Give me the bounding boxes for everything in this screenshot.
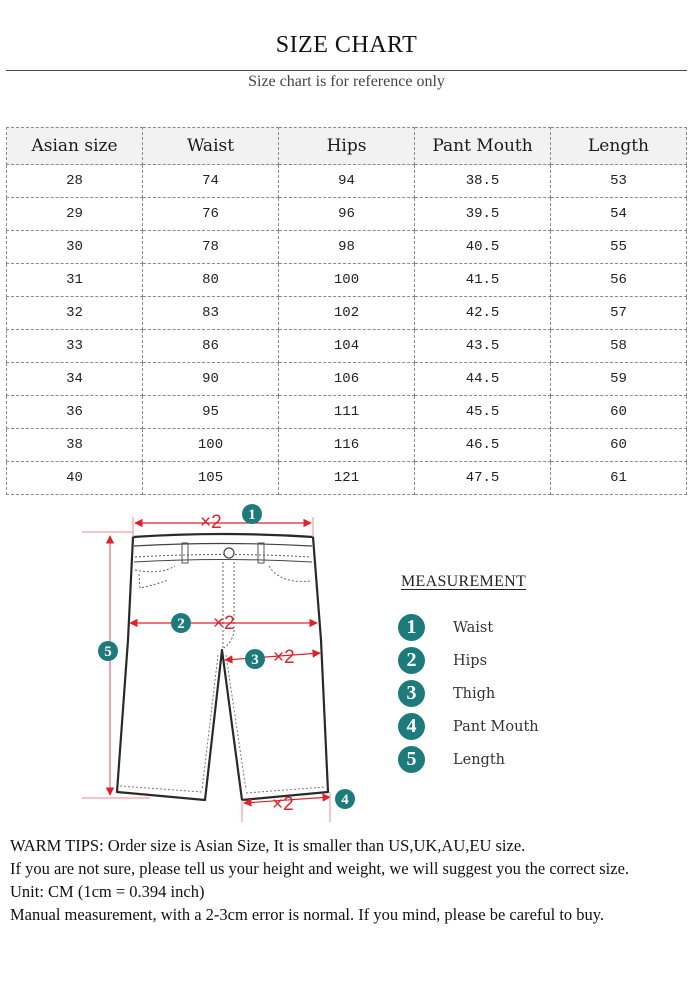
page-subtitle: Size chart is for reference only [248,73,445,90]
column-header-pant-mouth: Pant Mouth [415,128,551,165]
table-cell: 100 [143,429,279,462]
shorts-diagram [0,495,380,825]
tip-measurement-error: Manual measurement, with a 2-3cm error is normal. If you mind, please be careful to buy. [10,905,605,924]
table-cell: 38 [7,429,143,462]
table-row [7,429,687,462]
table-cell: 47.5 [415,462,551,495]
table-cell: 80 [143,264,279,297]
table-cell: 44.5 [415,363,551,396]
table-cell: 60 [551,396,687,429]
table-cell: 38.5 [415,165,551,198]
table-row [7,165,687,198]
shorts-outline [117,534,328,800]
table-row [7,363,687,396]
table-cell: 83 [143,297,279,330]
table-cell: 43.5 [415,330,551,363]
size-table [6,127,687,495]
svg-text:3: 3 [251,652,259,668]
legend-label: Pant Mouth [453,718,539,735]
table-cell: 105 [143,462,279,495]
marker-2-icon [171,613,191,633]
measurement-heading: MEASUREMENT [401,573,527,590]
legend-label: Hips [453,652,488,669]
table-cell: 76 [143,198,279,231]
number-5-icon: 5 [398,746,425,773]
table-cell: 40 [7,462,143,495]
waist-multiplier: ×2 [200,512,222,533]
marker-5-icon [98,641,118,661]
number-2-icon: 2 [398,647,425,674]
table-cell: 46.5 [415,429,551,462]
tip-asian-size: WARM TIPS: Order size is Asian Size, It is smaller than US,UK,AU,EU size. [10,836,526,855]
column-header-length: Length [551,128,687,165]
table-cell: 41.5 [415,264,551,297]
table-cell: 30 [7,231,143,264]
table-cell: 28 [7,165,143,198]
measurement-legend [398,611,648,776]
table-cell: 45.5 [415,396,551,429]
table-cell: 57 [551,297,687,330]
table-row [7,198,687,231]
marker-4-icon [335,789,355,809]
table-row [7,264,687,297]
svg-text:4: 4 [341,792,349,808]
legend-item-pant-mouth [398,710,648,743]
number-1-icon: 1 [398,614,425,641]
table-cell: 60 [551,429,687,462]
table-row [7,330,687,363]
tip-unit: Unit: CM (1cm = 0.394 inch) [10,882,205,901]
table-cell: 104 [279,330,415,363]
column-header-waist: Waist [143,128,279,165]
table-row [7,297,687,330]
table-cell: 74 [143,165,279,198]
table-cell: 100 [279,264,415,297]
legend-item-waist [398,611,648,644]
tip-height-weight: If you are not sure, please tell us your height and weight, we will suggest you the correct size. [10,859,630,878]
table-cell: 94 [279,165,415,198]
table-cell: 106 [279,363,415,396]
title-divider [6,70,687,71]
table-cell: 96 [279,198,415,231]
warm-tips [10,834,685,926]
table-cell: 39.5 [415,198,551,231]
table-cell: 98 [279,231,415,264]
table-cell: 36 [7,396,143,429]
table-body [7,165,687,495]
column-header-hips: Hips [279,128,415,165]
pant-mouth-multiplier: ×2 [272,794,294,815]
table-cell: 58 [551,330,687,363]
table-cell: 53 [551,165,687,198]
table-row [7,396,687,429]
table-cell: 56 [551,264,687,297]
legend-label: Waist [453,619,494,636]
legend-label: Thigh [453,685,496,702]
page-title: SIZE CHART [275,32,418,58]
table-cell: 32 [7,297,143,330]
table-cell: 42.5 [415,297,551,330]
table-row [7,462,687,495]
thigh-multiplier: ×2 [273,647,295,668]
legend-item-hips [398,644,648,677]
table-header-row [7,128,687,165]
table-cell: 29 [7,198,143,231]
table-cell: 90 [143,363,279,396]
table-cell: 121 [279,462,415,495]
hips-multiplier: ×2 [213,613,235,634]
table-cell: 55 [551,231,687,264]
table-cell: 40.5 [415,231,551,264]
legend-label: Length [453,751,505,768]
svg-text:1: 1 [248,507,256,523]
marker-3-icon [245,649,265,669]
table-cell: 61 [551,462,687,495]
table-cell: 111 [279,396,415,429]
column-header-asian-size: Asian size [7,128,143,165]
marker-1-icon [242,504,262,524]
table-cell: 116 [279,429,415,462]
table-cell: 102 [279,297,415,330]
table-cell: 54 [551,198,687,231]
table-row [7,231,687,264]
table-cell: 95 [143,396,279,429]
table-cell: 86 [143,330,279,363]
number-4-icon: 4 [398,713,425,740]
svg-text:5: 5 [104,644,112,660]
table-cell: 78 [143,231,279,264]
number-3-icon: 3 [398,680,425,707]
legend-item-thigh [398,677,648,710]
table-cell: 33 [7,330,143,363]
table-cell: 59 [551,363,687,396]
table-cell: 34 [7,363,143,396]
legend-item-length [398,743,648,776]
svg-text:2: 2 [177,616,185,632]
table-cell: 31 [7,264,143,297]
